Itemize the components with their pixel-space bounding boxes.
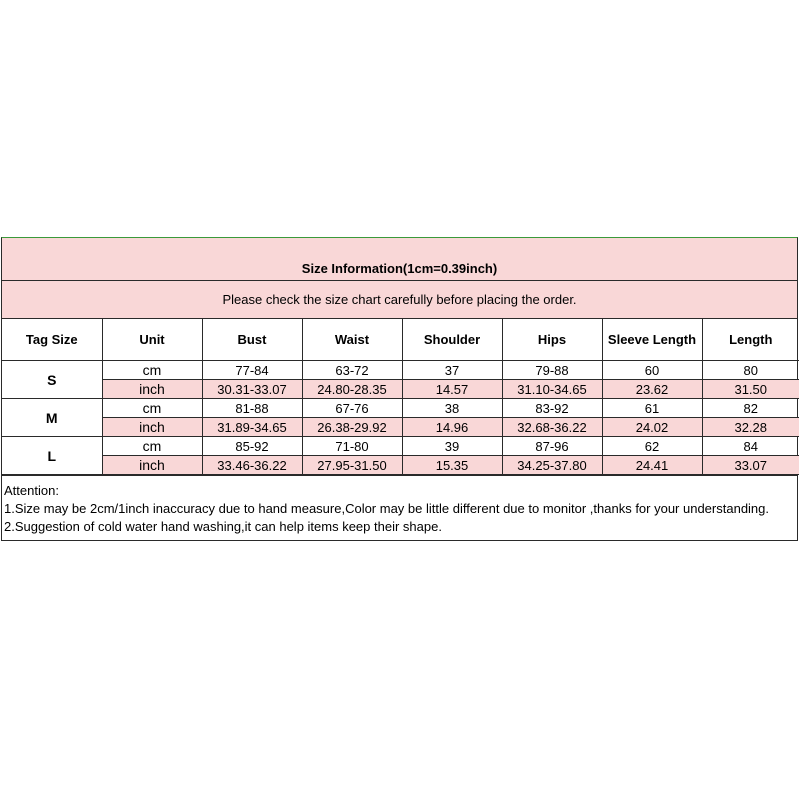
- table-row: [2, 456, 799, 475]
- table-row: [2, 437, 799, 456]
- sleeve-length-cell: 24.41: [602, 456, 702, 475]
- order-notice: Please check the size chart carefully before placing the order.: [2, 281, 797, 319]
- waist-cell: 24.80-28.35: [302, 380, 402, 399]
- unit-cell: inch: [102, 456, 202, 475]
- bust-cell: 81-88: [202, 399, 302, 418]
- sleeve-length-cell: 23.62: [602, 380, 702, 399]
- bust-cell: 85-92: [202, 437, 302, 456]
- hips-cell: 32.68-36.22: [502, 418, 602, 437]
- waist-cell: 67-76: [302, 399, 402, 418]
- table-row: [2, 380, 799, 399]
- bust-cell: 77-84: [202, 361, 302, 380]
- waist-cell: 27.95-31.50: [302, 456, 402, 475]
- shoulder-cell: 14.96: [402, 418, 502, 437]
- sleeve-length-cell: 24.02: [602, 418, 702, 437]
- tag-size-cell: M: [2, 399, 102, 437]
- waist-cell: 71-80: [302, 437, 402, 456]
- header-tag-size: Tag Size: [2, 319, 102, 361]
- table-row: [2, 418, 799, 437]
- size-chart: [1, 237, 798, 541]
- tag-size-cell: L: [2, 437, 102, 475]
- shoulder-cell: 37: [402, 361, 502, 380]
- waist-cell: 26.38-29.92: [302, 418, 402, 437]
- bust-cell: 33.46-36.22: [202, 456, 302, 475]
- length-cell: 82: [702, 399, 799, 418]
- shoulder-cell: 15.35: [402, 456, 502, 475]
- header-unit: Unit: [102, 319, 202, 361]
- header-waist: Waist: [302, 319, 402, 361]
- header-length: Length: [702, 319, 799, 361]
- shoulder-cell: 38: [402, 399, 502, 418]
- length-cell: 84: [702, 437, 799, 456]
- shoulder-cell: 39: [402, 437, 502, 456]
- hips-cell: 83-92: [502, 399, 602, 418]
- length-cell: 32.28: [702, 418, 799, 437]
- bust-cell: 30.31-33.07: [202, 380, 302, 399]
- attention-heading: Attention:: [4, 483, 59, 498]
- hips-cell: 34.25-37.80: [502, 456, 602, 475]
- bust-cell: 31.89-34.65: [202, 418, 302, 437]
- unit-cell: cm: [102, 361, 202, 380]
- waist-cell: 63-72: [302, 361, 402, 380]
- attention-note-washing: 2.Suggestion of cold water hand washing,it can help items keep their shape.: [4, 519, 442, 534]
- attention-note-accuracy: 1.Size may be 2cm/1inch inaccuracy due to hand measure,Color may be little different due to monitor ,thanks for your understanding.: [4, 501, 770, 516]
- hips-cell: 31.10-34.65: [502, 380, 602, 399]
- unit-cell: cm: [102, 437, 202, 456]
- shoulder-cell: 14.57: [402, 380, 502, 399]
- table-row: [2, 361, 799, 380]
- size-table: [2, 319, 799, 475]
- table-row: [2, 399, 799, 418]
- header-bust: Bust: [202, 319, 302, 361]
- unit-cell: cm: [102, 399, 202, 418]
- chart-title: Size Information(1cm=0.39inch): [2, 238, 797, 281]
- sleeve-length-cell: 61: [602, 399, 702, 418]
- length-cell: 80: [702, 361, 799, 380]
- attention-notes: [2, 475, 797, 540]
- tag-size-cell: S: [2, 361, 102, 399]
- header-sleeve-length: Sleeve Length: [602, 319, 702, 361]
- hips-cell: 79-88: [502, 361, 602, 380]
- length-cell: 31.50: [702, 380, 799, 399]
- header-hips: Hips: [502, 319, 602, 361]
- sleeve-length-cell: 60: [602, 361, 702, 380]
- sleeve-length-cell: 62: [602, 437, 702, 456]
- length-cell: 33.07: [702, 456, 799, 475]
- unit-cell: inch: [102, 380, 202, 399]
- header-shoulder: Shoulder: [402, 319, 502, 361]
- unit-cell: inch: [102, 418, 202, 437]
- header-row: [2, 319, 799, 361]
- hips-cell: 87-96: [502, 437, 602, 456]
